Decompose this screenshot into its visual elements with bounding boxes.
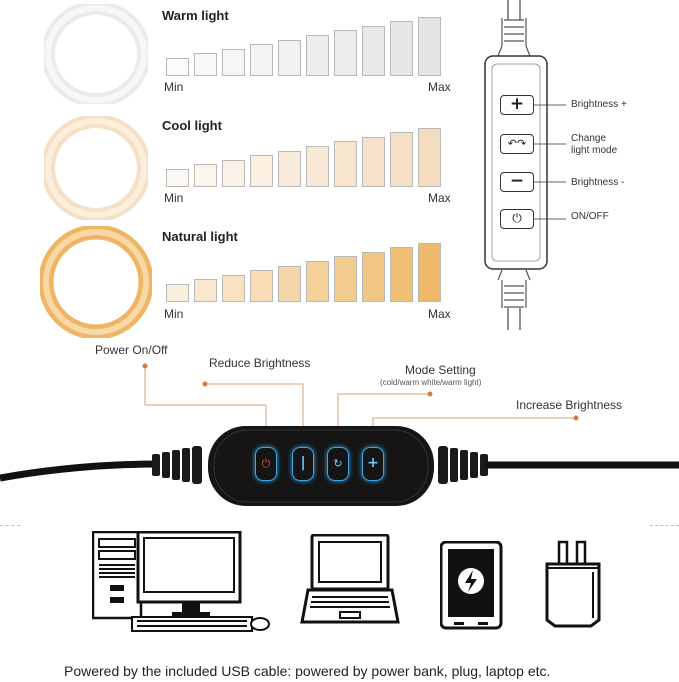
change-mode-button[interactable]: ↶↷ xyxy=(500,134,534,154)
footer-caption: Powered by the included USB cable: powered by power bank, plug, laptop etc. xyxy=(64,663,551,679)
max-label-natural: Max xyxy=(428,307,451,321)
remote-mode-button[interactable]: ↻ xyxy=(327,447,349,481)
remote-reduce-button[interactable]: | xyxy=(292,447,314,481)
max-label-cool: Max xyxy=(428,191,451,205)
min-label-natural: Min xyxy=(164,307,184,321)
desktop-computer-icon xyxy=(92,531,270,635)
mode-title-warm: Warm light xyxy=(162,8,229,23)
annotation-mode: Mode Setting xyxy=(405,363,476,377)
annotation-increase: Increase Brightness xyxy=(516,398,623,412)
laptop-icon xyxy=(300,534,400,630)
change-mode-label-line1: Change xyxy=(571,133,607,144)
power-button[interactable]: ⏻ xyxy=(500,209,534,229)
brightness-up-label: Brightness + xyxy=(571,99,627,110)
remote-power-button[interactable]: ⏻ xyxy=(255,447,277,481)
mode-title-natural: Natural light xyxy=(162,229,238,244)
brightness-down-button[interactable]: − xyxy=(500,172,534,192)
brightness-down-label: Brightness - xyxy=(571,177,625,188)
min-label-cool: Min xyxy=(164,191,184,205)
min-label-warm: Min xyxy=(164,80,184,94)
change-mode-label-line2: light mode xyxy=(571,145,618,156)
brightness-up-button[interactable]: + xyxy=(500,95,534,115)
annotation-mode-sub: (cold/warm white/warm light) xyxy=(380,378,482,387)
mode-title-cool: Cool light xyxy=(162,118,222,133)
section-divider-left xyxy=(0,525,20,526)
wall-plug-icon xyxy=(541,538,605,630)
power-bank-icon xyxy=(440,541,504,633)
max-label-warm: Max xyxy=(428,80,451,94)
section-divider-right xyxy=(650,525,679,526)
annotation-reduce: Reduce Brightness xyxy=(209,356,311,370)
annotation-power: Power On/Off xyxy=(95,343,168,357)
power-label: ON/OFF xyxy=(571,211,609,222)
remote-increase-button[interactable]: + xyxy=(362,447,384,481)
